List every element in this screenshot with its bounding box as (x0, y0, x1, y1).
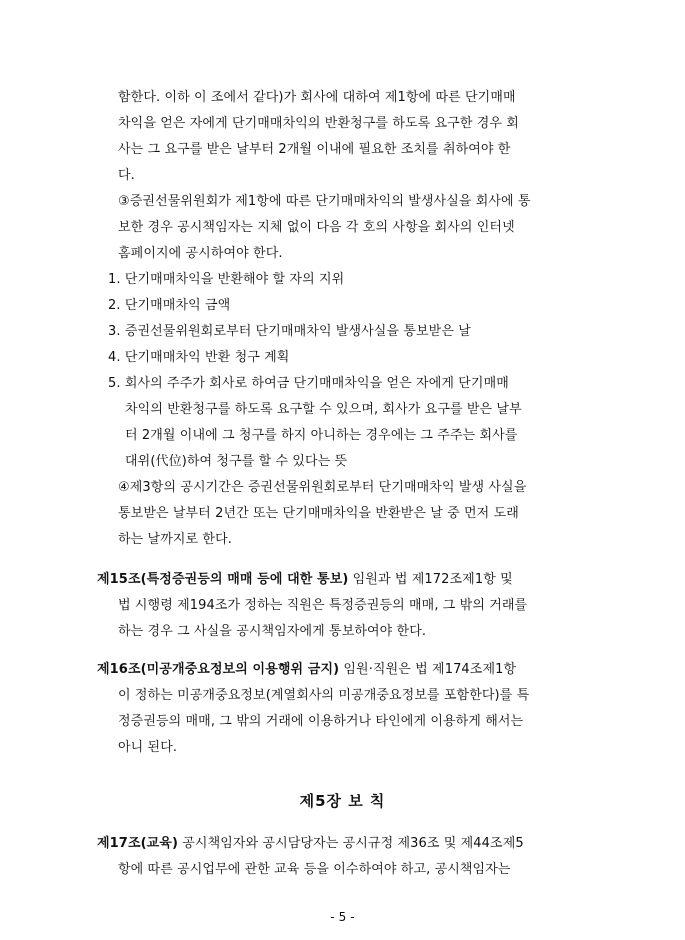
list-item-continuation: 차익의 반환청구를 하도록 요구할 수 있으며, 회사가 요구를 받은 날부 (125, 402, 522, 417)
article-16-line (97, 660, 516, 679)
list-item: 3. 증권선물위원회로부터 단기매매차익 발생사실을 통보받은 날 (108, 324, 471, 339)
article-17-text: 공시책임자와 공시담당자는 공시규정 제36조 및 제44조제5 (178, 836, 524, 851)
text-line: ③증권선물위원회가 제1항에 따른 단기매매차익의 발생사실을 회사에 통 (118, 194, 531, 209)
text-line: 함한다. 이하 이 조에서 같다)가 회사에 대하여 제1항에 따른 단기매매 (118, 90, 516, 105)
text-line: 보한 경우 공시책임자는 지체 없이 다음 각 호의 사항을 회사의 인터넷 (118, 220, 515, 235)
text-line: ④제3항의 공시기간은 증권선물위원회로부터 단기매매차익 발생 사실을 (118, 480, 527, 495)
article-17-heading: 제17조(교육) (97, 836, 179, 851)
article-16-text: 임원·직원은 법 제174조제1항 (339, 662, 517, 677)
text-line: 하는 경우 그 사실을 공시책임자에게 통보하여야 한다. (118, 624, 427, 639)
text-line: 홈페이지에 공시하여야 한다. (118, 246, 283, 261)
article-15-line (97, 570, 513, 589)
list-item: 2. 단기매매차익 금액 (108, 298, 231, 313)
text-line: 하는 날까지로 한다. (118, 532, 232, 547)
article-15-heading: 제15조(특정증권등의 매매 등에 대한 통보) (97, 572, 349, 587)
list-item: 5. 회사의 주주가 회사로 하여금 단기매매차익을 얻은 자에게 단기매매 (108, 376, 509, 391)
text-line: 통보받은 날부터 2년간 또는 단기매매차익을 반환받은 날 중 먼저 도래 (118, 506, 519, 521)
text-line: 법 시행령 제194조가 정하는 직원은 특정증권등의 매매, 그 밖의 거래를 (118, 598, 528, 613)
article-15-text: 임원과 법 제172조제1항 및 (348, 572, 513, 587)
article-17-line (97, 834, 524, 853)
text-line: 차익을 얻은 자에게 단기매매차익의 반환청구를 하도록 요구한 경우 회 (118, 116, 519, 131)
list-item: 1. 단기매매차익을 반환해야 할 자의 지위 (108, 272, 345, 287)
article-16-heading: 제16조(미공개중요정보의 이용행위 금지) (97, 662, 340, 677)
list-item-continuation: 터 2개월 이내에 그 청구를 하지 아니하는 경우에는 그 주주는 회사를 (125, 428, 518, 443)
chapter-title: 제5장 보 칙 (299, 792, 386, 810)
text-line: 이 정하는 미공개중요정보(계열회사의 미공개중요정보를 포함한다)를 특 (118, 688, 530, 703)
list-item-continuation: 대위(代位)하여 청구를 할 수 있다는 뜻 (125, 454, 348, 469)
text-line: 항에 따른 공시업무에 관한 교육 등을 이수하여야 하고, 공시책임자는 (118, 862, 511, 877)
page-number: - 5 - (330, 910, 355, 924)
text-line: 정증권등의 매매, 그 밖의 거래에 이용하거나 타인에게 이용하게 해서는 (118, 714, 524, 729)
text-line: 아니 된다. (118, 740, 178, 755)
text-line: 사는 그 요구를 받은 날부터 2개월 이내에 필요한 조치를 취하여야 한 (118, 142, 511, 157)
list-item: 4. 단기매매차익 반환 청구 계획 (108, 350, 290, 365)
text-line: 다. (118, 168, 135, 183)
